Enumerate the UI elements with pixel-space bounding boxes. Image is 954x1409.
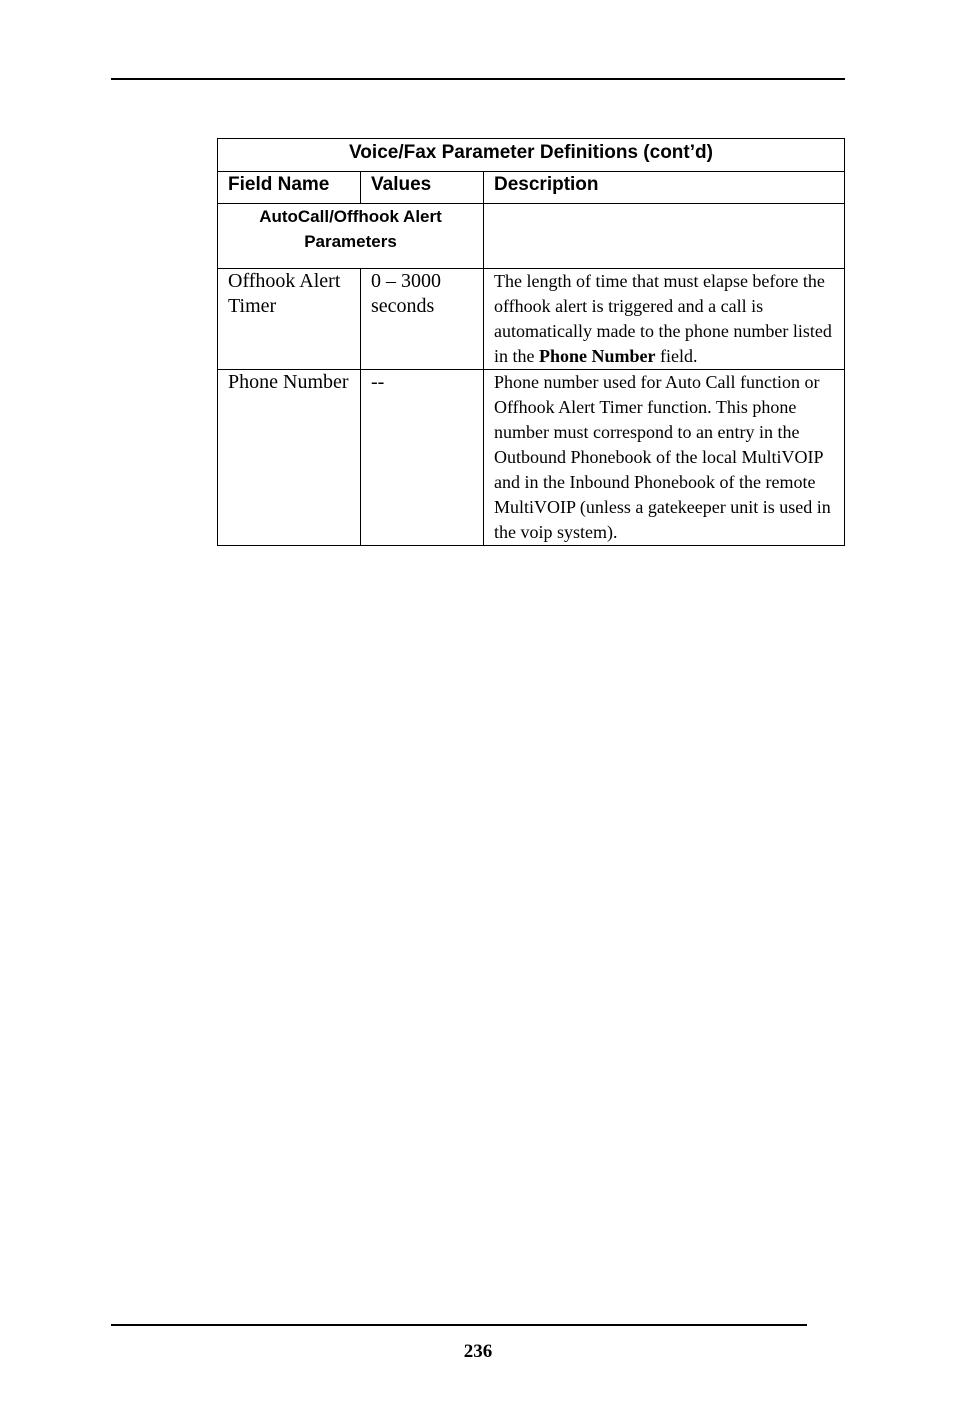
section-title: AutoCall/Offhook Alert Parameters [218, 204, 484, 269]
field-name-cell: Phone Number [218, 370, 361, 546]
column-header-description: Description [484, 172, 845, 204]
column-header-values: Values [361, 172, 484, 204]
section-empty-cell [484, 204, 845, 269]
column-header-field-name: Field Name [218, 172, 361, 204]
table-header-row [218, 172, 845, 204]
description-text-end: field. [655, 346, 698, 366]
header-rule [111, 78, 845, 80]
field-name-cell: Offhook Alert Timer [218, 269, 361, 370]
section-row [218, 204, 845, 269]
parameter-definitions-table [217, 138, 845, 546]
values-cell: -- [361, 370, 484, 546]
table-caption-row [218, 139, 845, 172]
description-text: The length of time that must elapse before the offhook alert is triggered and a call is automatically made to the phone number listed in the [494, 271, 832, 366]
table-row [218, 370, 845, 546]
page-number: 236 [463, 1341, 493, 1362]
values-cell: 0 – 3000 seconds [361, 269, 484, 370]
table-caption: Voice/Fax Parameter Definitions (cont’d) [218, 139, 845, 172]
description-cell [484, 269, 845, 370]
description-cell: Phone number used for Auto Call function or Offhook Alert Timer function. This phone number must correspond to an entry in the Outbound Phonebook of the local MultiVOIP and in the Inbound Phonebook of the remote MultiVOIP (unless a gatekeeper unit is used in the voip system). [484, 370, 845, 546]
footer-rule [111, 1324, 807, 1326]
table-row [218, 269, 845, 370]
description-bold-term: Phone Number [539, 346, 656, 366]
